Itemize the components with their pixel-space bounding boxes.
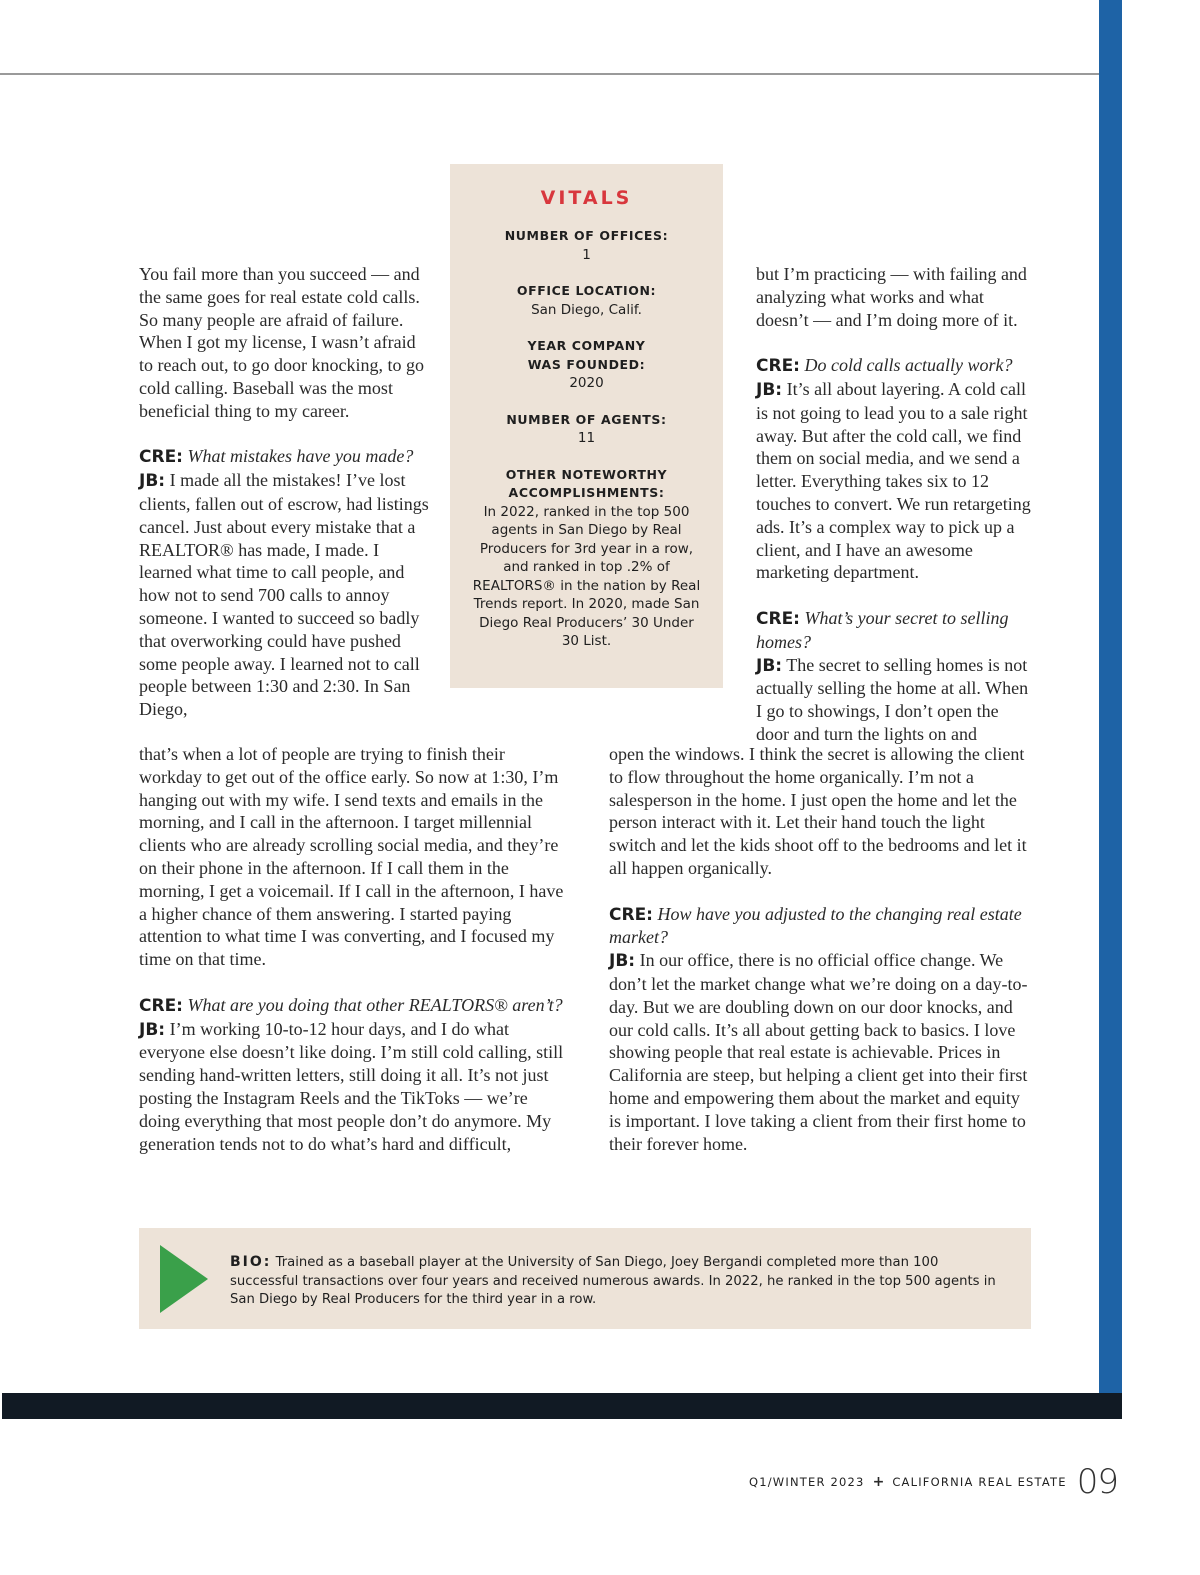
question-text: Do cold calls actually work? [804, 355, 1013, 376]
bio-box [139, 1228, 1031, 1329]
practicing-paragraph: but I’m practicing — with failing and analyzing what works and what doesn’t — and I’m doing more of it. [756, 264, 1027, 330]
answer-text: In our office, there is no official office change. We don’t let the market change what we’re doing on a day-to-day. But we are doubling down on our door knocks, and our cold calls. It’s all about getting back to basics. I love showing people that real estate is achievable. Prices in California are steep, but helping a client get into their first home and empowering them about the market and equity is important. I love taking a client from their first home to their forever home. [609, 950, 1028, 1154]
cre-label: CRE: [609, 904, 653, 925]
vitals-label: OFFICE LOCATION: [516, 283, 657, 298]
bottom-color-bar [2, 1393, 1122, 1419]
vitals-agents [450, 411, 723, 448]
page-footer [749, 1462, 1118, 1502]
bio-text-block [230, 1253, 1010, 1310]
answer-mistakes-continued: that’s when a lot of people are trying to finish their workday to get out of the office early. So now at 1:30, I’m hanging out with my wife. I send texts and emails in the morning, and I call in the afternoon. I target millennial clients who are already scrolling social media, and they’re on their phone in the afternoon. If I call them in the morning, I get a voicemail. If I call in the afternoon, I have a higher chance of them answering. I started paying attention to what time I was converting, and I focused my time on that time. [139, 744, 564, 970]
answer-cold-calls [756, 378, 1036, 584]
answer-secret [756, 654, 1036, 746]
vitals-box [450, 164, 723, 688]
article-column-right-wide [609, 743, 1034, 1155]
question-text: What’s your secret to selling homes? [756, 607, 1009, 652]
question-text: How have you adjusted to the changing real estate market? [609, 903, 1022, 948]
question-market [609, 903, 1034, 950]
side-color-bar [1099, 0, 1122, 1418]
intro-paragraph: You fail more than you succeed — and the same goes for real estate cold calls. So many people are afraid of failure. When I got my license, I wasn’t afraid to reach out, to go door knocking, to go cold calling. Baseball was the most beneficial thing to my career. [139, 264, 424, 421]
play-arrow-icon [160, 1245, 208, 1313]
page-number: 09 [1076, 1462, 1118, 1502]
plus-icon: + [872, 1474, 885, 1490]
cre-label: CRE: [139, 995, 183, 1016]
jb-label: JB: [756, 655, 783, 676]
question-other-realtors [139, 994, 564, 1018]
article-column-right [756, 263, 1036, 746]
cre-label: CRE: [139, 447, 183, 468]
vitals-title: VITALS [540, 187, 633, 209]
article-column-left [139, 263, 429, 721]
footer-issue: Q1/WINTER 2023 [748, 1475, 865, 1489]
cre-label: CRE: [756, 356, 800, 377]
vitals-label: WAS FOUNDED: [527, 356, 646, 372]
vitals-value: In 2022, ranked in the top 500 agents in San Diego by Real Producers for 3rd year in a row, and ranked in top .2% of REALTORS® in the nation by Real Trends report. In 2020, made San Diego Real Producers’ 30 Under 30 List. [472, 503, 701, 649]
bio-label: BIO: [230, 1254, 272, 1270]
vitals-label: NUMBER OF AGENTS: [506, 411, 667, 427]
vitals-offices [450, 227, 723, 264]
vitals-founded [450, 337, 723, 393]
question-cold-calls [756, 354, 1036, 378]
vitals-accomplishments [450, 466, 723, 651]
cre-label: CRE: [756, 608, 800, 629]
question-text: What mistakes have you made? [187, 446, 414, 467]
answer-text: I’m working 10-to-12 hour days, and I do what everyone else doesn’t like doing. I’m still cold calling, still sending hand-written letters, still doing it all. It’s not just posting the Instagram Reels and the TikToks — we’re doing everything that most people don’t do anymore. My generation tends not to do what’s hard and difficult, [139, 1018, 564, 1154]
article-column-left-wide [139, 743, 564, 1155]
vitals-label: ACCOMPLISHMENTS: [508, 485, 665, 500]
answer-market [609, 949, 1034, 1155]
vitals-label: NUMBER OF OFFICES: [504, 228, 669, 243]
vitals-value: 2020 [569, 375, 604, 391]
vitals-label: OTHER NOTEWORTHY [505, 466, 668, 482]
answer-text: I made all the mistakes! I’ve lost clients, fallen out of escrow, had listings cancel. Just about every mistake that a REALTOR® has made, I made. I learned what time to call people, and how not to send 700 calls to annoy someone. I wanted to succeed so badly that overworking could have pushed some people away. I learned not to call people between 1:30 and 2:30. In San Diego, [139, 470, 429, 720]
answer-mistakes [139, 469, 429, 721]
vitals-value: 1 [582, 246, 591, 263]
vitals-value: 11 [577, 430, 596, 446]
jb-label: JB: [139, 471, 166, 492]
jb-label: JB: [139, 1019, 166, 1040]
vitals-label: YEAR COMPANY [527, 338, 646, 353]
footer-publication: CALIFORNIA REAL ESTATE [892, 1475, 1067, 1489]
vitals-location [450, 282, 723, 319]
bio-text: Trained as a baseball player at the University of San Diego, Joey Bergandi completed more than 100 successful transactions over four years and received numerous awards. In 2022, he ranked in the top 500 agents in San Diego by Real Producers for the third year in a row. [230, 1255, 996, 1308]
answer-text: It’s all about layering. A cold call is not going to lead you to a sale right away. But after the cold call, we find them on social media, and we send a letter. Everything takes six to 12 touches to convert. We run retargeting ads. It’s a complex way to pick up a client, and I have an awesome marketing department. [756, 378, 1031, 583]
jb-label: JB: [609, 951, 636, 972]
answer-text: The secret to selling homes is not actually selling the home at all. When I go to showings, I don’t open the door and turn the lights on and [756, 654, 1029, 744]
top-rule [0, 73, 1100, 75]
question-secret [756, 607, 1036, 654]
question-text: What are you doing that other REALTORS® aren’t? [187, 994, 563, 1015]
jb-label: JB: [756, 379, 783, 400]
vitals-value: San Diego, Calif. [531, 301, 642, 318]
answer-secret-continued: open the windows. I think the secret is allowing the client to flow throughout the home organically. I’m not a salesperson in the home. I just open the home and let the person interact with it. Let their hand touch the light switch and let the kids shoot off to the bedrooms and let it all happen organically. [609, 744, 1027, 878]
question-mistakes [139, 445, 429, 469]
answer-other-realtors [139, 1018, 564, 1156]
